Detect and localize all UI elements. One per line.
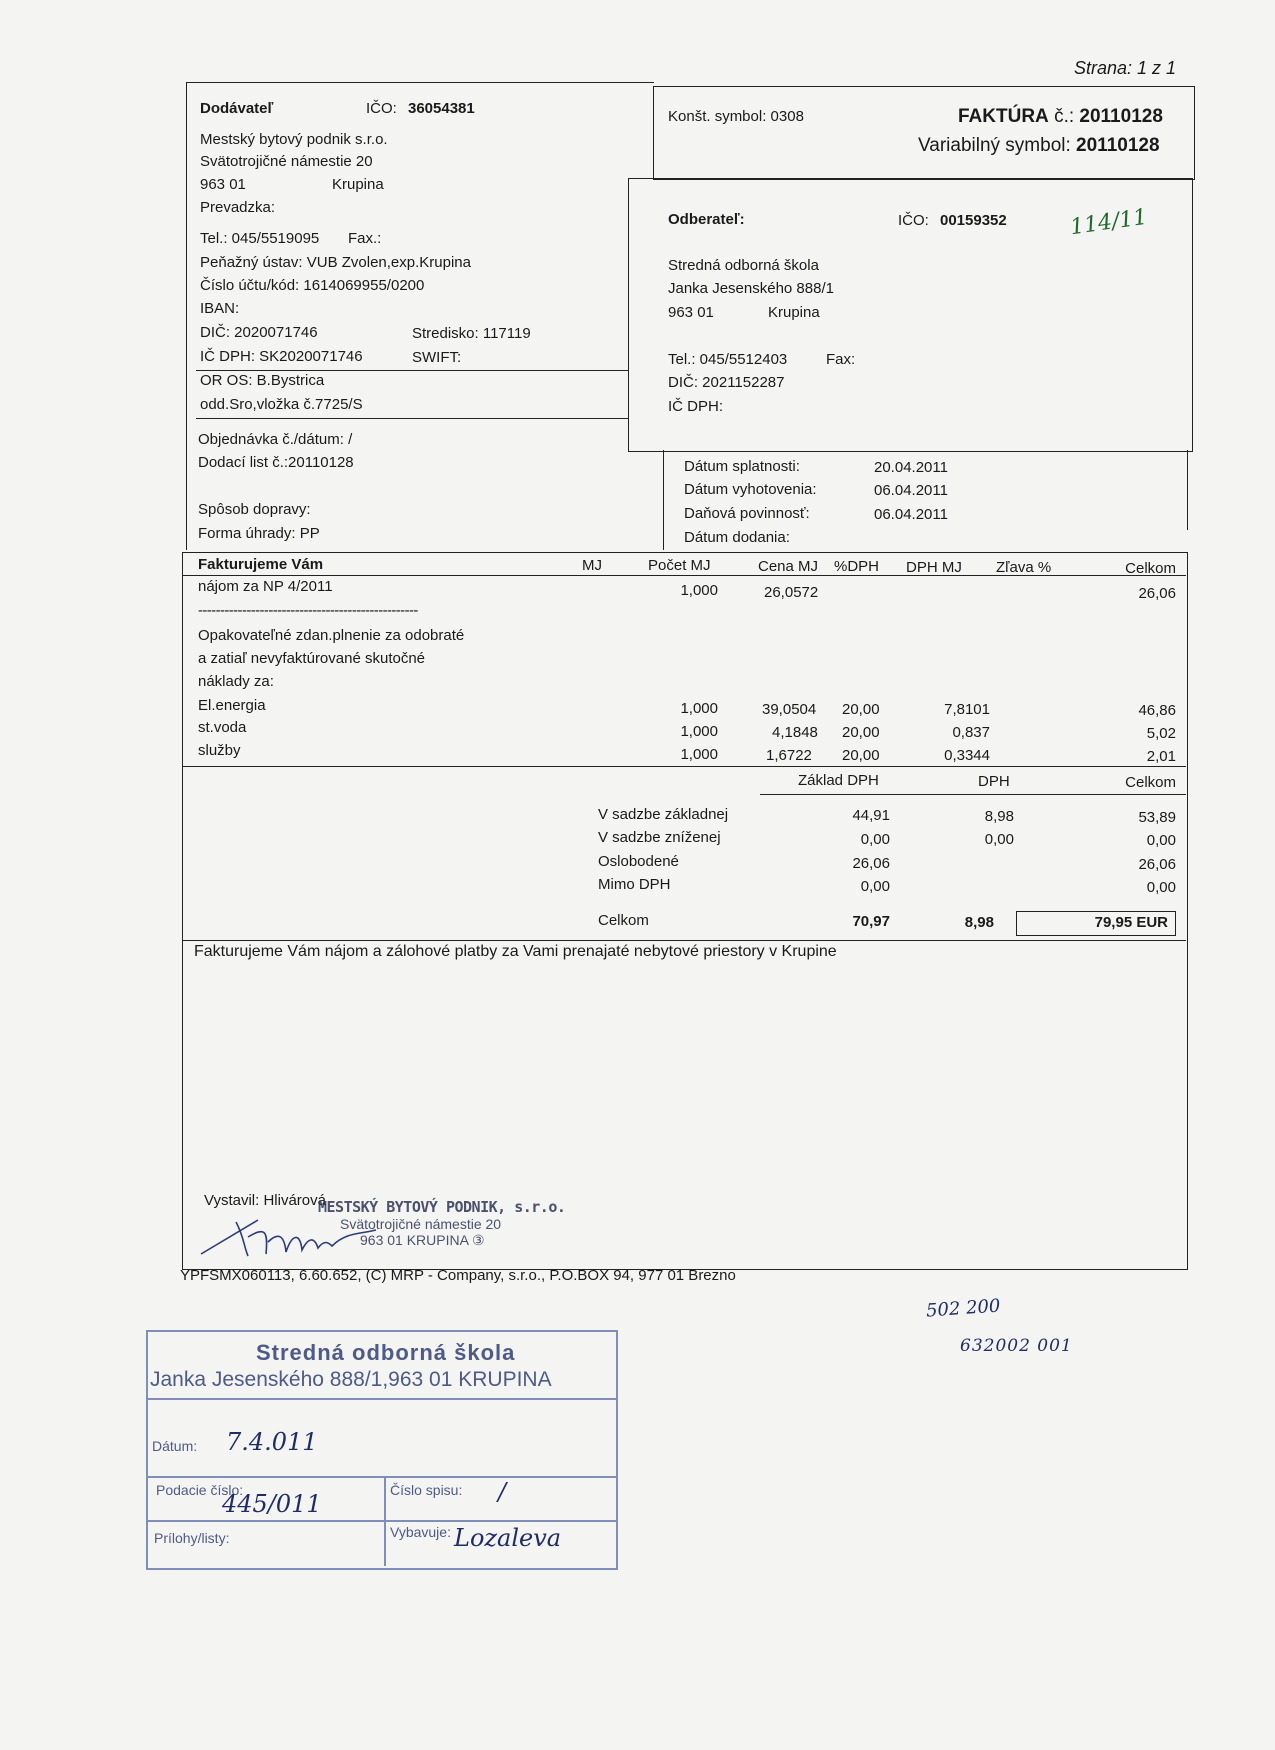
registry-spis-value: / — [498, 1478, 507, 1506]
item-row-dph-mj: 0,837 — [952, 724, 990, 741]
company-stamp-line1: MESTSKÝ BYTOVÝ PODNIK, s.r.o. — [318, 1198, 566, 1216]
summary-total-zaklad: 70,97 — [852, 913, 890, 930]
customer-fax: Fax: — [826, 351, 856, 368]
registry-podacie-label: Podacie číslo: — [156, 1482, 244, 1498]
items-header-dph-pct: %DPH — [834, 558, 880, 575]
tax-date-label: Daňová povinnosť: — [684, 505, 810, 522]
item-row-dph-pct: 20,00 — [842, 701, 880, 718]
item-row-cena: 1,6722 — [766, 747, 812, 764]
supplier-odd: odd.Sro,vložka č.7725/S — [200, 396, 363, 413]
summary-row-celkom: 53,89 — [1138, 809, 1176, 826]
supplier-city: Krupina — [332, 176, 384, 193]
customer-city: Krupina — [768, 304, 820, 321]
invoice-title-c: č.: — [1054, 106, 1075, 127]
item-row-cena: 4,1848 — [772, 724, 818, 741]
supplier-iban: IBAN: — [200, 300, 240, 317]
item-row-dph-pct: 20,00 — [842, 724, 880, 741]
issue-date: 06.04.2011 — [874, 482, 948, 499]
item-row-pocet: 1,000 — [680, 746, 718, 763]
issue-date-label: Dátum vyhotovenia: — [684, 481, 817, 498]
summary-header-celkom: Celkom — [1125, 774, 1176, 791]
item-row-celkom: 2,01 — [1146, 748, 1176, 765]
tax-date: 06.04.2011 — [874, 506, 948, 523]
invoice-title — [958, 106, 1163, 128]
registry-divider-1 — [146, 1398, 616, 1400]
variable-symbol — [918, 135, 1160, 157]
frame-top-left — [186, 82, 654, 83]
order-doprava: Spôsob dopravy: — [198, 501, 311, 518]
item-text-3: náklady za: — [198, 673, 274, 690]
items-header-zlava: Zľava % — [996, 559, 1052, 576]
registry-podacie-value: 445/011 — [222, 1490, 322, 1518]
invoice-note: Fakturujeme Vám nájom a zálohové platby za Vami prenajaté nebytové priestory v Krupine — [194, 943, 837, 960]
summary-header-zaklad: Základ DPH — [798, 772, 879, 789]
item-row-cena: 39,0504 — [762, 701, 817, 718]
item-row-desc: st.voda — [198, 719, 247, 736]
customer-street: Janka Jesenského 888/1 — [668, 280, 834, 297]
customer-label: Odberateľ: — [668, 211, 745, 228]
supplier-ic-dph: IČ DPH: SK2020071746 — [200, 348, 363, 365]
supplier-tel: Tel.: 045/5519095 — [200, 230, 320, 247]
customer-name: Stredná odborná škola — [668, 257, 819, 274]
summary-row-celkom: 0,00 — [1146, 832, 1176, 849]
supplier-ico: 36054381 — [408, 100, 475, 117]
frame-right-dates — [1187, 450, 1188, 530]
items-bottom-line — [182, 766, 1186, 767]
summary-row-zaklad: 44,91 — [852, 807, 890, 824]
due-date-label: Dátum splatnosti: — [684, 458, 800, 475]
supplier-name: Mestský bytový podnik s.r.o. — [200, 131, 388, 148]
supplier-stredisko: Stredisko: 117119 — [412, 325, 531, 342]
registry-divider-3 — [146, 1520, 616, 1522]
delivery-date-label: Dátum dodania: — [684, 529, 790, 546]
registry-datum-label: Dátum: — [152, 1438, 198, 1454]
order-uhrada: Forma úhrady: PP — [198, 525, 320, 542]
variable-symbol-value: 20110128 — [1076, 135, 1160, 156]
item-row-dph-mj: 7,8101 — [944, 701, 990, 718]
frame-left-top — [186, 82, 187, 550]
summary-row-label: Mimo DPH — [598, 876, 671, 893]
item-row-celkom: 46,86 — [1138, 702, 1176, 719]
supplier-or-os: OR OS: B.Bystrica — [200, 372, 325, 389]
invoice-title-label: FAKTÚRA — [958, 106, 1049, 127]
items-header-celkom: Celkom — [1125, 560, 1176, 577]
company-stamp-line3: 963 01 KRUPINA ③ — [360, 1232, 485, 1248]
invoice-number: 20110128 — [1079, 106, 1163, 127]
customer-tel: Tel.: 045/5512403 — [668, 351, 788, 368]
summary-total-label: Celkom — [598, 912, 649, 929]
handnote-2: 632002 001 — [960, 1336, 1073, 1356]
item-rent-desc: nájom za NP 4/2011 — [198, 578, 333, 595]
summary-row-celkom: 0,00 — [1146, 879, 1176, 896]
customer-ico: 00159352 — [940, 212, 1007, 229]
dates-divider — [663, 450, 664, 550]
summary-row-dph: 8,98 — [984, 808, 1014, 825]
order-dodaci-list: Dodací list č.:20110128 — [198, 454, 354, 471]
item-row-celkom: 5,02 — [1146, 725, 1176, 742]
supplier-ico-label: IČO: — [366, 100, 397, 117]
summary-header-dph: DPH — [978, 773, 1010, 790]
item-rent-pocet: 1,000 — [680, 582, 718, 599]
item-row-pocet: 1,000 — [680, 723, 718, 740]
items-header-mj: MJ — [582, 557, 602, 574]
registry-datum-value: 7.4.011 — [226, 1428, 318, 1456]
summary-bottom-line — [182, 940, 1186, 941]
item-row-dph-pct: 20,00 — [842, 747, 880, 764]
items-header-pocet: Počet MJ — [648, 557, 711, 574]
supplier-divider-1 — [196, 370, 628, 371]
item-text-2: a zatiaľ nevyfaktúrované skutočné — [198, 650, 426, 667]
summary-header-line — [760, 794, 1186, 795]
customer-handwritten-number: 114/11 — [1068, 204, 1149, 241]
registry-stamp-title: Stredná odborná škola — [256, 1340, 516, 1365]
item-row-desc: služby — [198, 742, 241, 759]
summary-row-zaklad: 0,00 — [860, 831, 890, 848]
due-date: 20.04.2011 — [874, 459, 948, 476]
supplier-label: Dodávateľ — [200, 100, 274, 117]
konst-symbol: Konšt. symbol: 0308 — [668, 108, 804, 125]
registry-divider-2 — [146, 1476, 616, 1478]
summary-row-celkom: 26,06 — [1138, 856, 1176, 873]
supplier-prevadzka: Prevadzka: — [200, 199, 276, 216]
customer-ic-dph: IČ DPH: — [668, 398, 724, 415]
summary-row-label: V sadzbe základnej — [598, 806, 729, 823]
item-rent-cena: 26,0572 — [764, 584, 819, 601]
summary-total-celkom: 79,95 EUR — [1094, 914, 1168, 931]
customer-ico-label: IČO: — [898, 212, 929, 229]
supplier-account: Číslo účtu/kód: 1614069955/0200 — [200, 277, 425, 294]
registry-prilohy-label: Prílohy/listy: — [154, 1530, 230, 1546]
registry-spis-label: Číslo spisu: — [390, 1482, 463, 1498]
summary-row-label: V sadzbe zníženej — [598, 829, 721, 846]
registry-stamp-address: Janka Jesenského 888/1,963 01 KRUPINA — [150, 1368, 552, 1391]
summary-total-dph: 8,98 — [964, 914, 994, 931]
summary-row-dph: 0,00 — [984, 831, 1014, 848]
registry-vybavuje-value: Lozaleva — [454, 1524, 562, 1552]
footer-software: YPFSMX060113, 6.60.652, (C) MRP - Company, s.r.o., P.O.BOX 94, 977 01 Brezno — [180, 1267, 736, 1284]
item-text-1: Opakovateľné zdan.plnenie za odobraté — [198, 627, 465, 644]
supplier-swift: SWIFT: — [412, 349, 462, 366]
summary-row-label: Oslobodené — [598, 853, 679, 870]
company-stamp-line2: Svätotrojičné námestie 20 — [340, 1216, 502, 1232]
summary-row-zaklad: 0,00 — [860, 878, 890, 895]
supplier-postal: 963 01 — [200, 176, 246, 193]
order-objednavka: Objednávka č./dátum: / — [198, 431, 353, 448]
item-row-dph-mj: 0,3344 — [944, 747, 990, 764]
customer-postal: 963 01 — [668, 304, 714, 321]
item-rent-celkom: 26,06 — [1138, 585, 1176, 602]
page-number: Strana: 1 z 1 — [1074, 58, 1177, 78]
items-header-cena: Cena MJ — [758, 558, 819, 575]
variable-symbol-label: Variabilný symbol: — [918, 135, 1071, 156]
items-header-dph-mj: DPH MJ — [906, 559, 962, 576]
item-separator: -------------------------------------------------- — [198, 602, 418, 619]
summary-row-zaklad: 26,06 — [852, 855, 890, 872]
signature — [196, 1212, 416, 1262]
item-row-desc: El.energia — [198, 697, 266, 714]
registry-vybavuje-label: Vybavuje: — [390, 1524, 451, 1540]
item-row-pocet: 1,000 — [680, 700, 718, 717]
issuer: Vystavil: Hlivárová — [204, 1192, 326, 1209]
customer-dic: DIČ: 2021152287 — [668, 374, 785, 391]
items-header-desc: Fakturujeme Vám — [198, 556, 324, 573]
supplier-bank: Peňažný ústav: VUB Zvolen,exp.Krupina — [200, 254, 471, 271]
supplier-fax: Fax.: — [348, 230, 382, 247]
supplier-dic: DIČ: 2020071746 — [200, 324, 318, 341]
handnote-1: 502 200 — [925, 1295, 1002, 1322]
invoice-header-box — [653, 86, 1195, 180]
supplier-divider-2 — [196, 418, 628, 419]
supplier-street: Svätotrojičné námestie 20 — [200, 153, 373, 170]
